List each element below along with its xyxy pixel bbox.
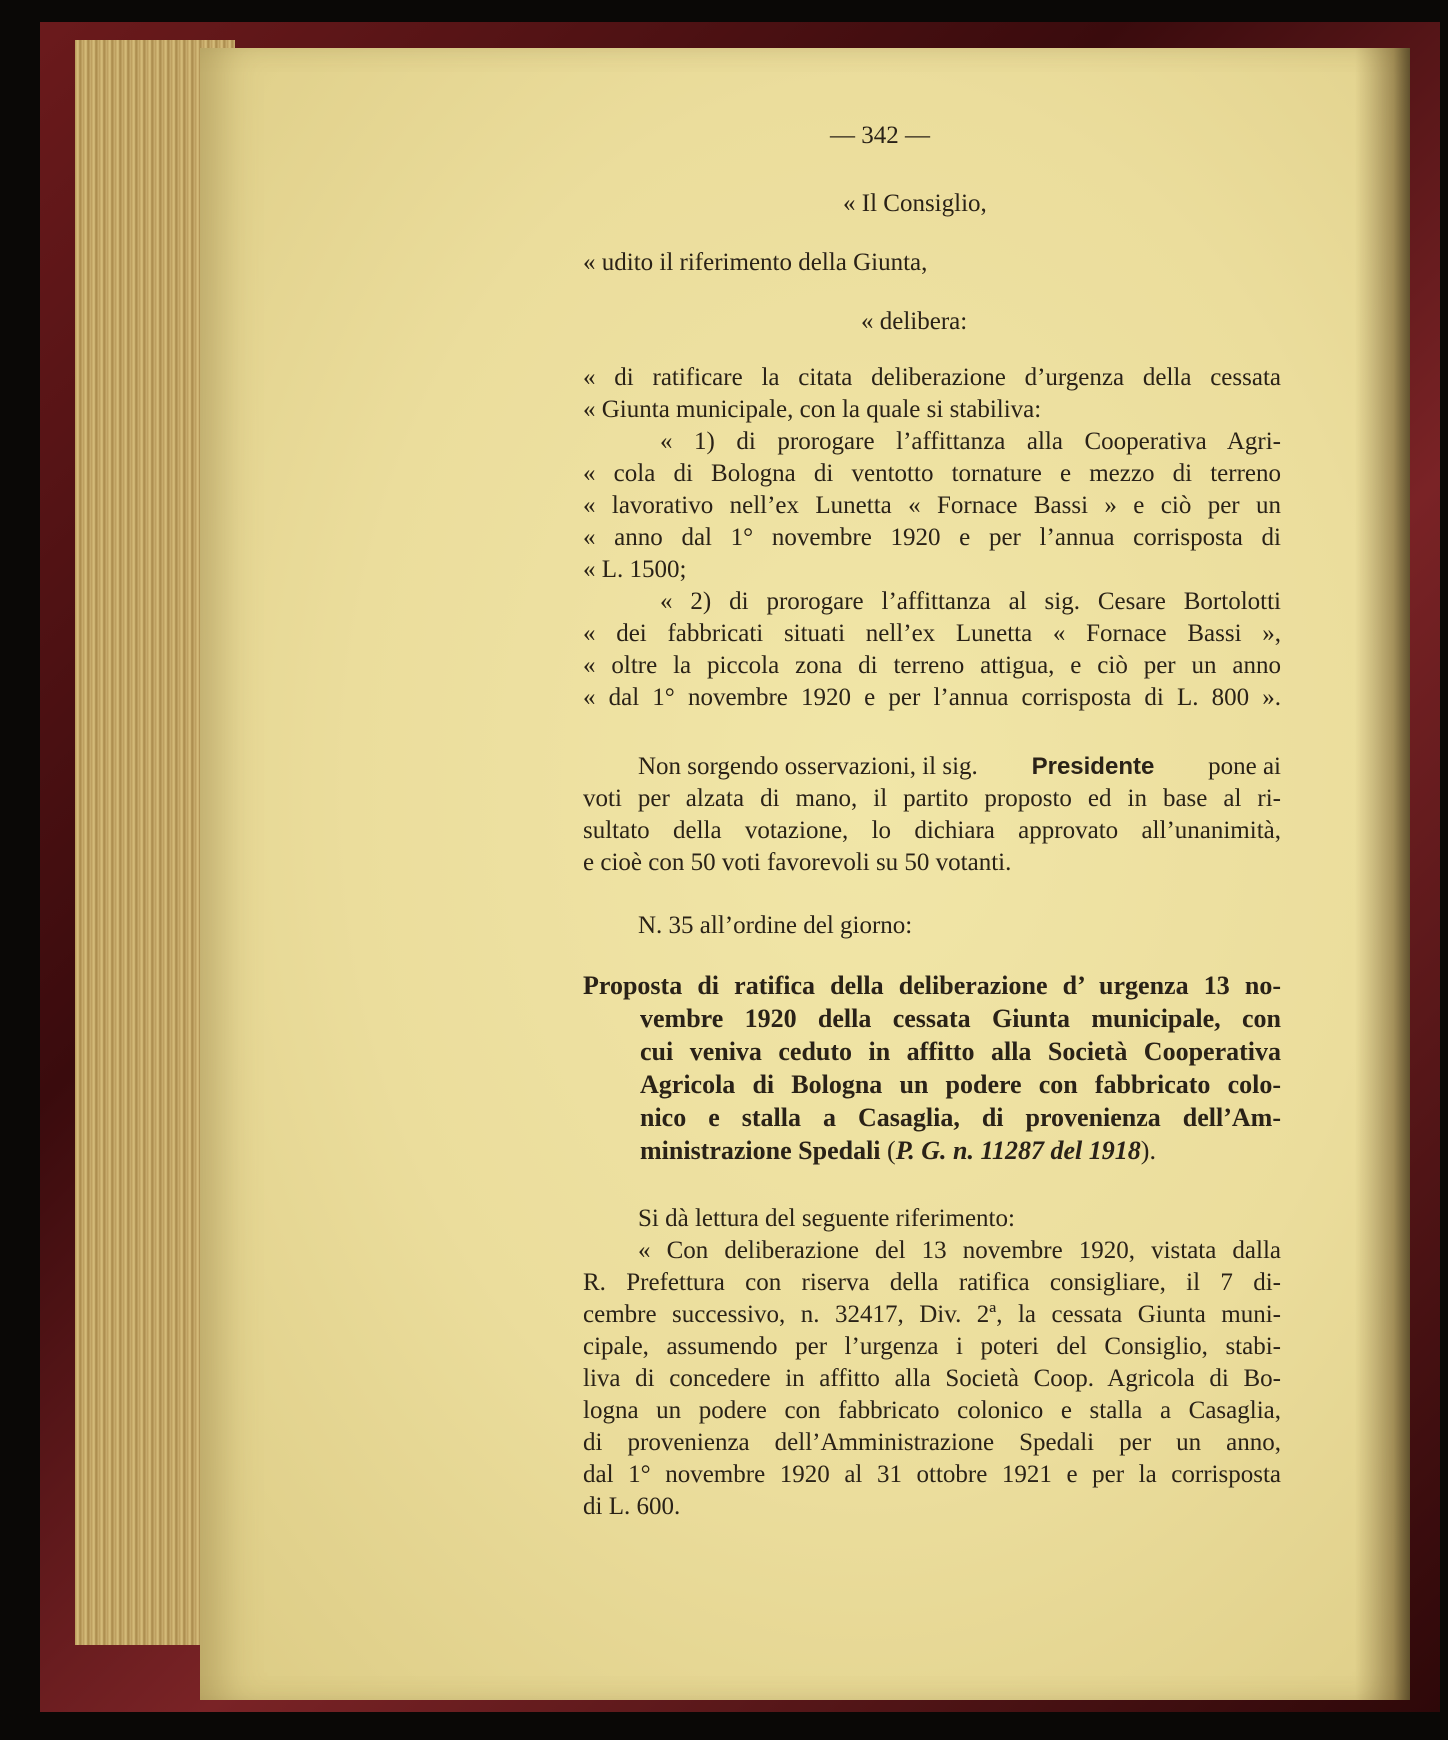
president-name: Presidente xyxy=(1031,753,1155,780)
vote-line: voti per alzata di mano, il partito proposto ed in base al ri- xyxy=(583,785,1281,812)
vote-text: pone ai xyxy=(1208,753,1281,780)
report-line: cipale, assumendo per l’urgenza i poteri del Consiglio, stabi- xyxy=(583,1333,1281,1360)
resolution-line: « Il Consiglio, xyxy=(843,190,987,217)
resolution-line: « delibera: xyxy=(861,308,968,335)
proposal-heading-line: Proposta di ratifica della deliberazione d’ urgenza 13 no- xyxy=(583,971,1281,1000)
resolution-line: « Giunta municipale, con la quale si stabiliva: xyxy=(583,396,1042,423)
resolution-line: « dei fabbricati situati nell’ex Lunetta « Fornace Bassi », xyxy=(583,620,1281,647)
proposal-heading-text: ministrazione Spedali xyxy=(640,1136,881,1165)
report-line: di L. 600. xyxy=(583,1493,681,1520)
proposal-heading-line: nico e stalla a Casaglia, di provenienza dell’Am- xyxy=(640,1103,1281,1132)
report-line: di provenienza dell’Amministrazione Spedali per un anno, xyxy=(583,1429,1281,1456)
resolution-line: « cola di Bologna di ventotto tornature e mezzo di terreno xyxy=(583,460,1281,487)
resolution-line: « L. 1500; xyxy=(583,556,687,583)
resolution-line: « udito il riferimento della Giunta, xyxy=(583,249,928,276)
report-intro: Si dà lettura del seguente riferimento: xyxy=(638,1205,1015,1232)
paren-close: ). xyxy=(1140,1136,1156,1165)
proposal-heading-line xyxy=(640,1135,1156,1167)
vote-line: sultato della votazione, lo dichiara approvato all’unanimità, xyxy=(583,817,1281,844)
paren-open: ( xyxy=(887,1136,896,1165)
page-number: — 342 — xyxy=(830,122,930,149)
proposal-heading-line: vembre 1920 della cessata Giunta municipale, con xyxy=(640,1004,1281,1033)
proposal-heading-line: cui veniva ceduto in affitto alla Società Cooperativa xyxy=(640,1037,1281,1066)
book-page xyxy=(200,48,1410,1700)
resolution-line: « oltre la piccola zona di terreno attigua, e ciò per un anno xyxy=(583,652,1281,679)
resolution-line: « lavorativo nell’ex Lunetta « Fornace Bassi » e ciò per un xyxy=(583,492,1281,519)
vote-line: e cioè con 50 voti favorevoli su 50 votanti. xyxy=(583,849,1012,876)
report-line: R. Prefettura con riserva della ratifica consigliare, il 7 di- xyxy=(583,1269,1281,1296)
resolution-line: « anno dal 1° novembre 1920 e per l’annua corrisposta di xyxy=(583,524,1281,551)
resolution-line: « di ratificare la citata deliberazione d’urgenza della cessata xyxy=(583,364,1281,391)
vote-text: Non sorgendo osservazioni, il sig. xyxy=(638,753,978,780)
vote-line xyxy=(638,751,1281,783)
report-line: « Con deliberazione del 13 novembre 1920, vistata dalla xyxy=(638,1237,1281,1264)
page-text xyxy=(200,48,1410,1700)
report-line: logna un podere con fabbricato colonico e stalla a Casaglia, xyxy=(583,1397,1281,1424)
resolution-line: « 1) di prorogare l’affittanza alla Cooperativa Agri- xyxy=(660,428,1281,455)
report-line: cembre successivo, n. 32417, Div. 2ª, la cessata Giunta muni- xyxy=(583,1301,1281,1328)
protocol-reference: P. G. n. 11287 del 1918 xyxy=(895,1136,1141,1165)
report-line: liva di concedere in affitto alla Società Coop. Agricola di Bo- xyxy=(583,1365,1281,1392)
resolution-line: « dal 1° novembre 1920 e per l’annua corrisposta di L. 800 ». xyxy=(583,684,1281,711)
resolution-line: « 2) di prorogare l’affittanza al sig. Cesare Bortolotti xyxy=(660,588,1281,615)
agenda-item: N. 35 all’ordine del giorno: xyxy=(638,912,913,939)
proposal-heading-line: Agricola di Bologna un podere con fabbricato colo- xyxy=(640,1070,1281,1099)
report-line: dal 1° novembre 1920 al 31 ottobre 1921 e per la corrisposta xyxy=(583,1461,1281,1488)
